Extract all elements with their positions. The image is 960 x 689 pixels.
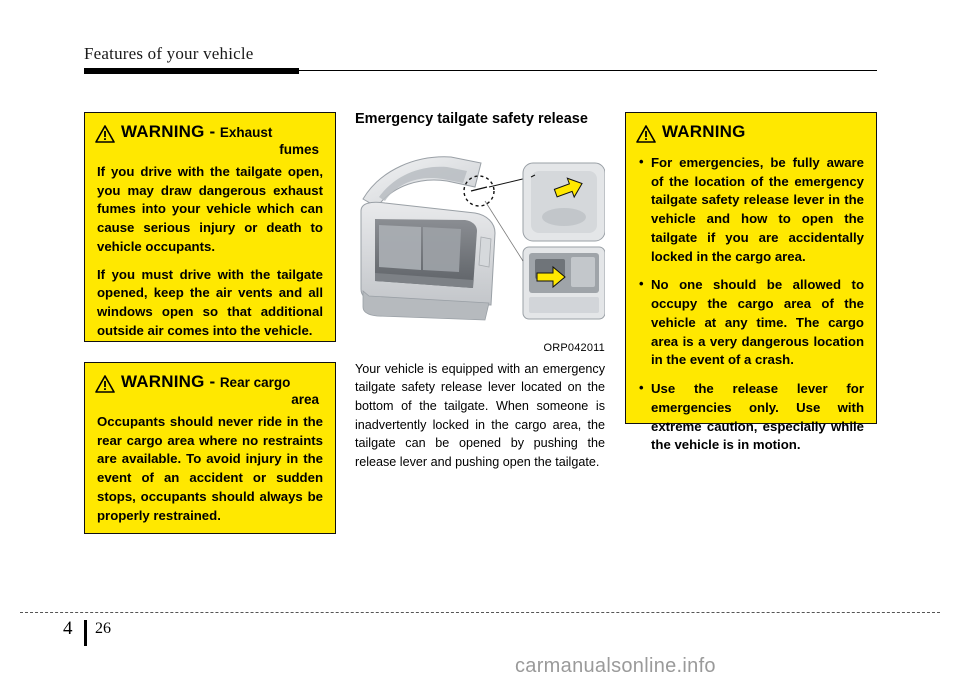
- warning-header: [85, 363, 335, 409]
- section-body: [355, 360, 605, 472]
- warning-body: [626, 150, 876, 465]
- warning-subject-2: fumes: [279, 142, 319, 157]
- warning-heading-block: [121, 373, 323, 407]
- warning-word: WARNING: [662, 122, 746, 141]
- body-paragraph: Your vehicle is equipped with an emergency tailgate safety release lever located on the bottom of the tailgate. When someone is inadvertently locked in the cargo area, the tailgate can be opened by pushing the release lever and pushing open the tailgate.: [355, 361, 605, 469]
- warning-bullet: • Use the release lever for emergencies only. Use with extreme caution, especially while the vehicle is in motion.: [638, 380, 864, 455]
- warning-paragraph: If you drive with the tailgate open, you may draw dangerous exhaust fumes into your vehicle which can cause serious injury or death to vehicle occupants.: [97, 164, 323, 254]
- page-title: Features of your vehicle: [84, 44, 254, 63]
- header-rule-thick: [84, 68, 299, 74]
- warning-triangle-icon: [95, 125, 115, 148]
- main-content-column: [355, 110, 605, 472]
- tailgate-release-figure: [355, 141, 605, 354]
- warning-triangle-icon: [636, 125, 656, 148]
- warning-heading-block: [662, 123, 864, 142]
- warning-bullet-list: [638, 154, 864, 455]
- warning-box-rear-cargo-area: [84, 362, 336, 534]
- warning-box-exhaust-fumes: [84, 112, 336, 342]
- header-rule-thin: [299, 70, 877, 71]
- warning-header: [85, 113, 335, 159]
- warning-word: WARNING -: [121, 122, 216, 141]
- warning-box-tailgate-release: [625, 112, 877, 453]
- warning-body: [85, 159, 335, 351]
- warning-paragraph: If you must drive with the tailgate opened, keep the air vents and all windows open so that additional outside air comes into the vehicle.: [97, 266, 323, 338]
- warning-bullet: • No one should be allowed to occupy the cargo area of the vehicle at any time. The cargo area is a very dangerous location in the event of a crash.: [638, 276, 864, 370]
- warning-subject-1: Rear cargo: [219, 375, 291, 390]
- chapter-number: 4: [63, 618, 73, 639]
- footer-bar: [84, 620, 87, 646]
- warning-word: WARNING -: [121, 372, 216, 391]
- page-number: 26: [95, 620, 111, 637]
- warning-header: [626, 113, 876, 150]
- watermark: carmanualsonline.info: [515, 655, 716, 677]
- footer-divider: [20, 612, 940, 613]
- section-title: Emergency tailgate safety release: [355, 111, 588, 127]
- warning-paragraph: Occupants should never ride in the rear cargo area where no restraints are available. To avoid injury in the event of an accident or sudden stops, occupants should always be properly restrained.: [97, 414, 323, 523]
- warning-triangle-icon: [95, 375, 115, 398]
- figure-caption: ORP042011: [543, 341, 605, 354]
- warning-subject-2: area: [291, 392, 319, 407]
- warning-bullet: • For emergencies, be fully aware of the location of the emergency tailgate safety release lever in the vehicle and how to open the tailgate if you are accidentally locked in the cargo area.: [638, 154, 864, 266]
- warning-subject-1: Exhaust: [219, 125, 273, 140]
- warning-heading-block: [121, 123, 323, 157]
- warning-body: [85, 409, 335, 535]
